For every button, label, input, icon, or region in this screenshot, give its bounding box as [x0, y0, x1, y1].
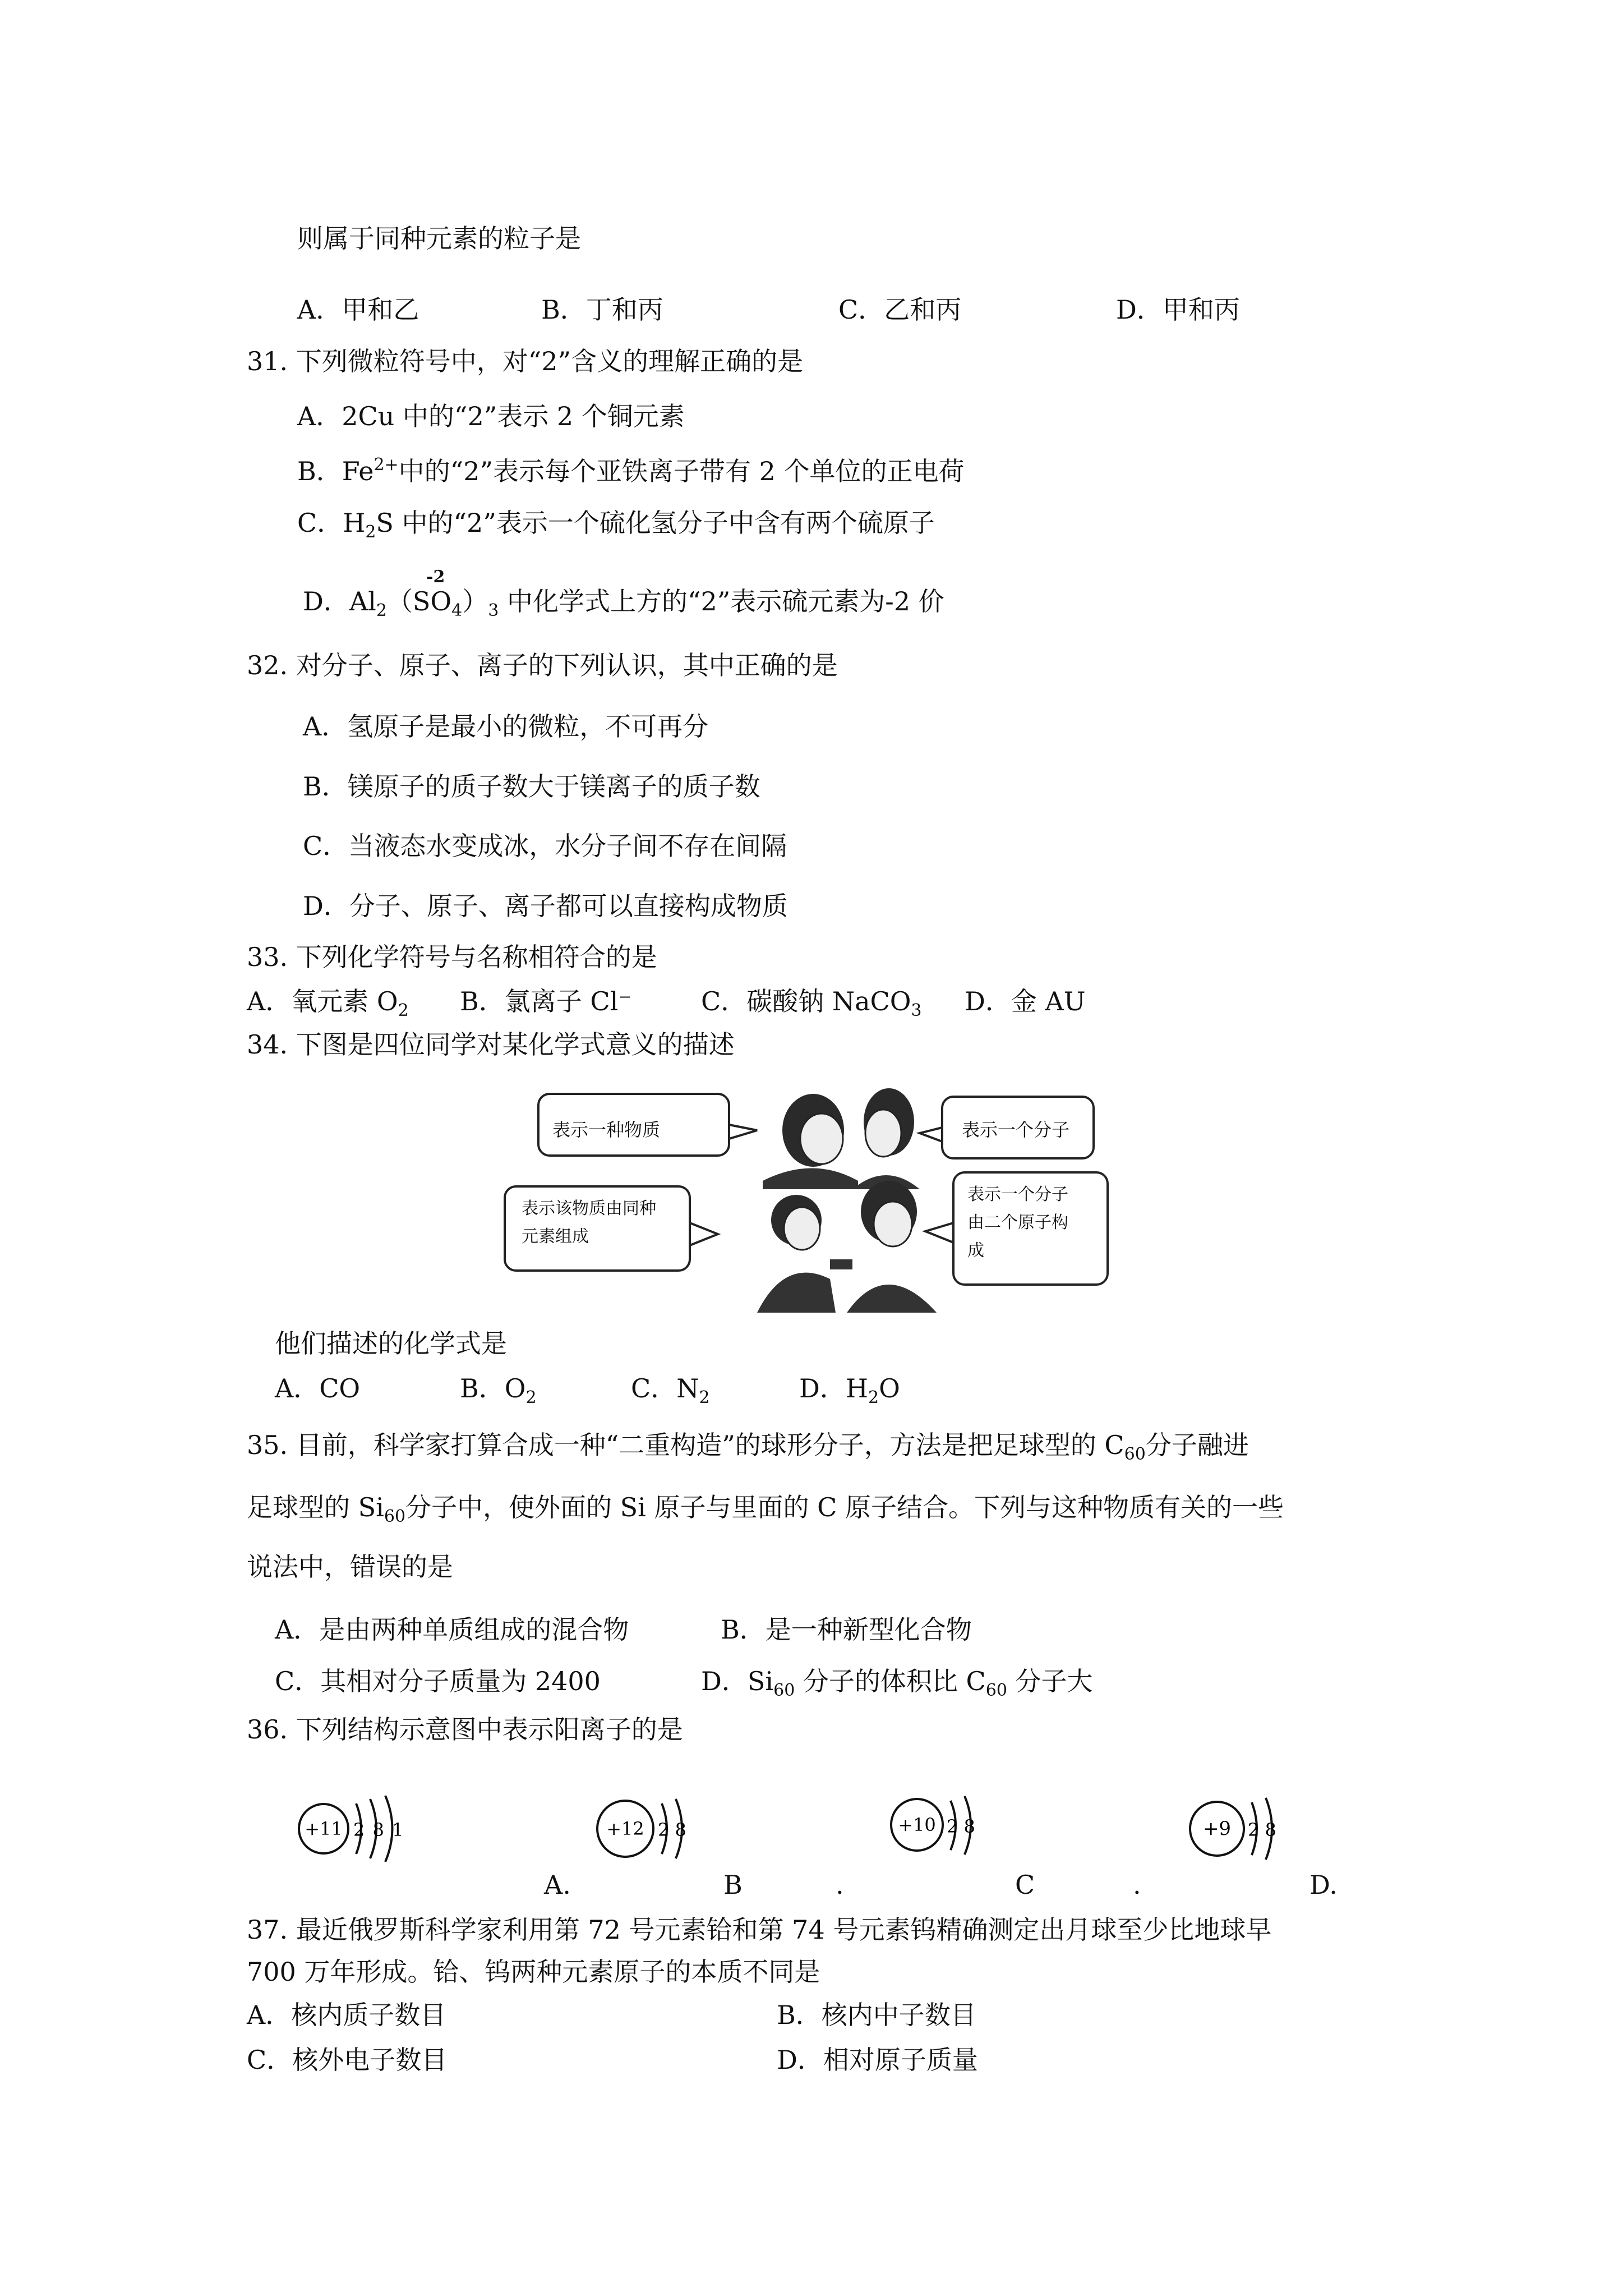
q36-label-d[interactable]: D.: [1310, 1870, 1338, 1900]
q37-option-b[interactable]: B．核内中子数目: [777, 2000, 976, 2030]
q34-option-b[interactable]: B．$O_2$: [460, 1373, 537, 1407]
shell-electrons: 2 8 1: [353, 1819, 405, 1841]
q34-option-d[interactable]: D．$H_2O$: [799, 1373, 900, 1407]
atom-diagram-c[interactable]: [886, 1792, 1009, 1865]
q35-line-2: 足球型的 $Si_{60}$分子中，使外面的 Si 原子与里面的 C 原子结合。下列与这种物质有关的一些: [247, 1492, 1284, 1526]
q35-option-a[interactable]: A．是由两种单质组成的混合物: [275, 1614, 629, 1645]
q37-option-c[interactable]: C．核外电子数目: [247, 2045, 448, 2075]
q37-line-1: 37. 最近俄罗斯科学家利用第 72 号元素铪和第 74 号元素钨精确测定出月球至少比地球早: [247, 1915, 1272, 1945]
q33-option-c[interactable]: C．碳酸钠 NaCO$_3$: [701, 986, 922, 1020]
q30-option-d[interactable]: D．甲和丙: [1116, 295, 1240, 325]
nucleus-charge: +9: [1202, 1818, 1232, 1840]
q30-option-b[interactable]: B．丁和丙: [541, 295, 663, 325]
shell-electrons: 2 8: [1248, 1819, 1276, 1841]
q31-charge-mark: -2: [426, 567, 445, 587]
q37-line-2: 700 万年形成。铪、钨两种元素原子的本质不同是: [247, 1957, 820, 1987]
q37-option-a[interactable]: A．核内质子数目: [247, 2000, 446, 2030]
nucleus-charge: +11: [305, 1818, 343, 1839]
q35-option-c[interactable]: C．其相对分子质量为 2400: [275, 1666, 601, 1696]
student-2: [852, 1088, 920, 1189]
q33-stem: 33. 下列化学符号与名称相符合的是: [247, 942, 657, 972]
q31-option-c[interactable]: C．$H_2S$ 中的“2”表示一个硫化氢分子中含有两个硫原子: [297, 508, 935, 542]
student-4: [847, 1181, 937, 1313]
q36-label-dot-1: .: [836, 1870, 844, 1900]
q30-option-c[interactable]: C．乙和丙: [838, 295, 962, 325]
q36-label-dot-2: .: [1133, 1870, 1141, 1900]
shell-electrons: 2 8: [658, 1819, 686, 1841]
q35-line-1: 35. 目前，科学家打算合成一种“二重构造”的球形分子，方法是把足球型的 $C_{60}$分子融进: [247, 1430, 1249, 1464]
atom-diagram-a[interactable]: [294, 1792, 418, 1865]
nucleus-charge: +10: [898, 1814, 936, 1835]
q31-option-a[interactable]: A．2Cu 中的“2”表示 2 个铜元素: [297, 401, 685, 431]
q36-label-b[interactable]: B: [723, 1870, 743, 1900]
q32-option-d[interactable]: D．分子、原子、离子都可以直接构成物质: [303, 891, 788, 921]
q32-option-a[interactable]: A．氢原子是最小的微粒，不可再分: [303, 711, 709, 742]
q34-follow: 他们描述的化学式是: [275, 1328, 507, 1359]
atom-diagram-b[interactable]: [592, 1792, 715, 1865]
q34-students-figure: [494, 1077, 1116, 1318]
bubble-2-text: 表示一个分子: [962, 1119, 1070, 1140]
q30-option-a[interactable]: A．甲和乙: [297, 295, 419, 325]
q36-label-c[interactable]: C: [1015, 1870, 1035, 1900]
bubble-4-text: 表示一个分子由二个原子构成: [967, 1185, 1068, 1260]
bubble-1-text: 表示一种物质: [552, 1119, 661, 1140]
q30-stem: 则属于同种元素的粒子是: [297, 223, 581, 254]
q35-option-b[interactable]: B．是一种新型化合物: [721, 1614, 972, 1645]
q34-option-c[interactable]: C．$N_2$: [631, 1373, 710, 1407]
q31-option-b[interactable]: B．$Fe^{2+}$中的“2”表示每个亚铁离子带有 2 个单位的正电荷: [297, 455, 965, 486]
student-3: [757, 1195, 852, 1313]
q34-option-a[interactable]: A．CO: [275, 1373, 361, 1404]
q37-option-d[interactable]: D．相对原子质量: [777, 2045, 978, 2075]
q34-stem: 34. 下图是四位同学对某化学式意义的描述: [247, 1029, 735, 1060]
bubble-3-text: 表示该物质由同种元素组成: [522, 1199, 656, 1246]
q32-stem: 32. 对分子、原子、离子的下列认识，其中正确的是: [247, 650, 838, 680]
q33-option-d[interactable]: D．金 AU: [965, 986, 1086, 1016]
nucleus-charge: +12: [606, 1818, 644, 1839]
q35-option-d[interactable]: D．$Si_{60}$ 分子的体积比 $C_{60}$ 分子大: [701, 1666, 1093, 1700]
atom-diagram-d[interactable]: [1183, 1792, 1307, 1865]
q32-option-b[interactable]: B．镁原子的质子数大于镁离子的质子数: [303, 771, 760, 802]
shell-electrons: 2 8: [947, 1816, 975, 1837]
q33-option-b[interactable]: B．氯离子 Cl⁻: [460, 986, 632, 1016]
q33-option-a[interactable]: A．氧元素 $O_2$: [247, 986, 409, 1020]
q36-label-a[interactable]: A.: [544, 1870, 571, 1900]
q32-option-c[interactable]: C．当液态水变成冰，水分子间不存在间隔: [303, 831, 787, 861]
student-1: [763, 1094, 858, 1189]
q31-option-d[interactable]: D．$Al_2(SO_4)_3$ 中化学式上方的“2”表示硫元素为-2 价: [303, 586, 944, 620]
q31-stem: 31. 下列微粒符号中，对“2”含义的理解正确的是: [247, 346, 804, 376]
q36-stem: 36. 下列结构示意图中表示阳离子的是: [247, 1714, 683, 1745]
q35-line-3: 说法中，错误的是: [247, 1552, 453, 1582]
